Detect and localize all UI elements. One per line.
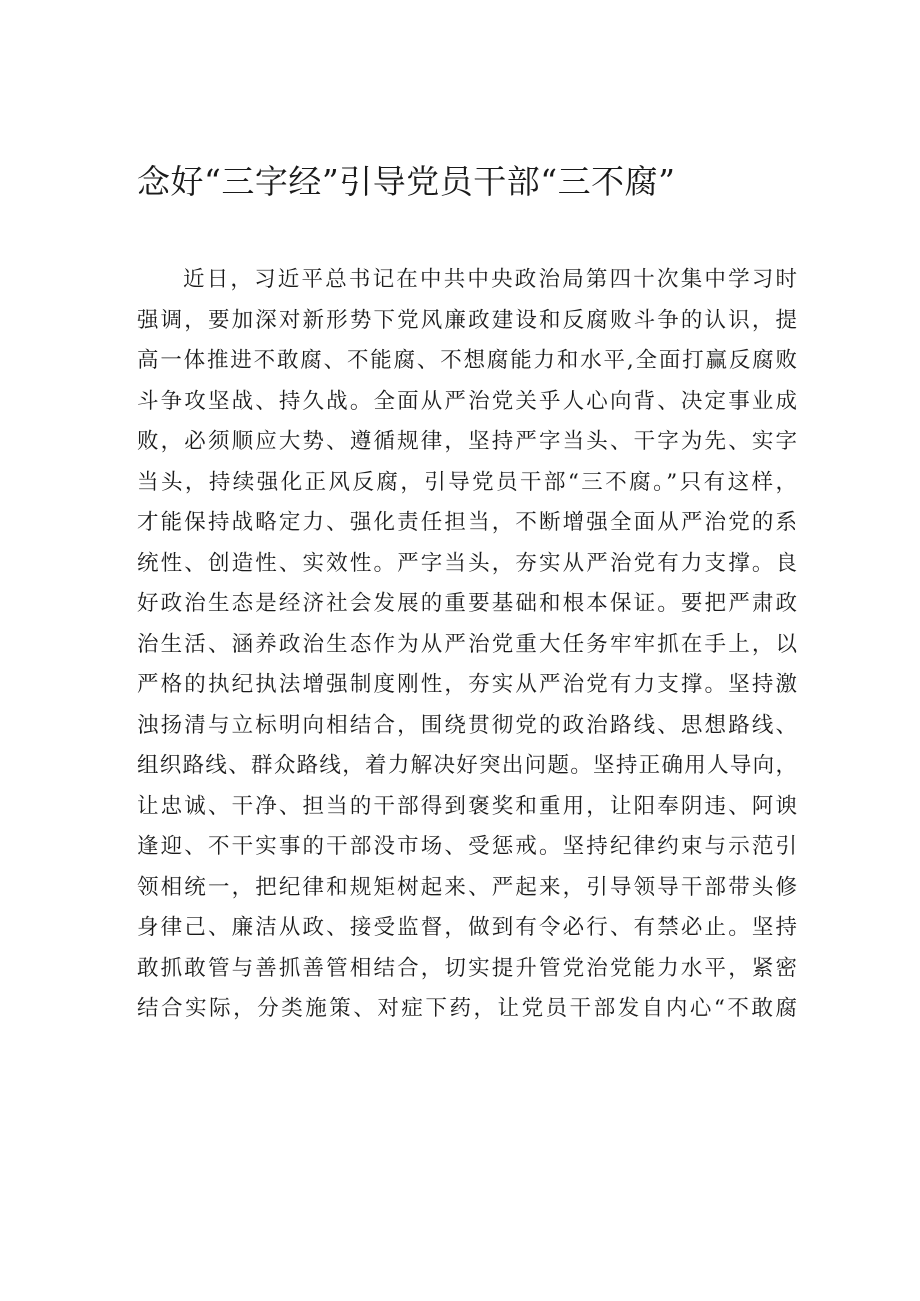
body-line: 让忠诚、干净、担当的干部得到褒奖和重用，让阳奉阴违、阿谀 bbox=[137, 793, 797, 819]
body-line: 严格的执纪执法增强制度刚性，夯实从严治党有力支撑。坚持激 bbox=[137, 672, 797, 697]
body-line: 统性、创造性、实效性。严字当头，夯实从严治党有力支撑。良 bbox=[137, 550, 797, 576]
body-line: 当头，持续强化正风反腐，引导党员干部“三不腐。”只有这样， bbox=[137, 469, 797, 495]
body-line: 组织路线、群众路线，着力解决好突出问题。坚持正确用人导向， bbox=[137, 753, 797, 778]
body-line: 敢抓敢管与善抓善管相结合，切实提升管党治党能力水平，紧密 bbox=[137, 955, 797, 981]
body-line: 才能保持战略定力、强化责任担当，不断增强全面从严治党的系 bbox=[137, 510, 797, 535]
body-text bbox=[137, 260, 797, 1030]
body-line: 强调，要加深对新形势下党风廉政建设和反腐败斗争的认识，提 bbox=[137, 307, 797, 333]
body-line: 近日，习近平总书记在中共中央政治局第四十次集中学习时 bbox=[183, 267, 797, 292]
document-title: 念好“三字经”引导党员干部“三不腐” bbox=[137, 162, 676, 201]
body-line: 逢迎、不干实事的干部没市场、受惩戒。坚持纪律约束与示范引 bbox=[137, 834, 797, 859]
body-line: 败，必须顺应大势、遵循规律，坚持严字当头、干字为先、实字 bbox=[137, 429, 797, 454]
body-line: 结合实际，分类施策、对症下药，让党员干部发自内心“不敢腐 bbox=[137, 996, 797, 1021]
body-line: 斗争攻坚战、持久战。全面从严治党关乎人心向背、决定事业成 bbox=[137, 388, 797, 414]
body-line: 身律己、廉洁从政、接受监督，做到有令必行、有禁必止。坚持 bbox=[137, 915, 797, 940]
body-line: 浊扬清与立标明向相结合，围绕贯彻党的政治路线、思想路线、 bbox=[137, 712, 797, 738]
body-line: 治生活、涵养政治生态作为从严治党重大任务牢牢抓在手上，以 bbox=[137, 631, 797, 657]
body-line: 好政治生态是经济社会发展的重要基础和根本保证。要把严肃政 bbox=[137, 591, 797, 616]
body-line: 领相统一，把纪律和规矩树起来、严起来，引导领导干部带头修 bbox=[137, 874, 797, 900]
body-line: 高一体推进不敢腐、不能腐、不想腐能力和水平,全面打赢反腐败 bbox=[137, 348, 797, 373]
